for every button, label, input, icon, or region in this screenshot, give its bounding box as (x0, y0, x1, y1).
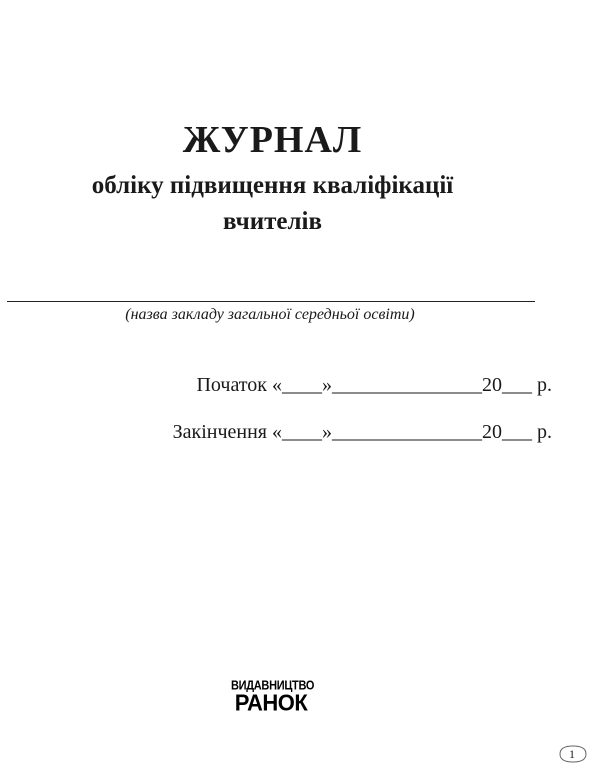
page-number-label: 1 (569, 747, 575, 761)
school-name-caption: (назва закладу загальної середньої освіти) (125, 306, 415, 323)
school-name-line (7, 301, 535, 302)
publisher-logo (231, 678, 315, 716)
journal-subtitle-line1: обліку підвищення кваліфікації (91, 172, 454, 199)
publisher-logo-top: ВИДАВНИЦТВО (231, 678, 315, 694)
journal-subtitle-line2: вчителів (223, 208, 322, 235)
publisher-logo-bottom: РАНОК (234, 689, 308, 716)
end-date-line: Закінчення «____»_______________20___ р. (172, 421, 552, 443)
page-number (558, 744, 588, 764)
journal-title: ЖУРНАЛ (182, 119, 363, 161)
start-date-line: Початок «____»_______________20___ р. (196, 374, 552, 396)
